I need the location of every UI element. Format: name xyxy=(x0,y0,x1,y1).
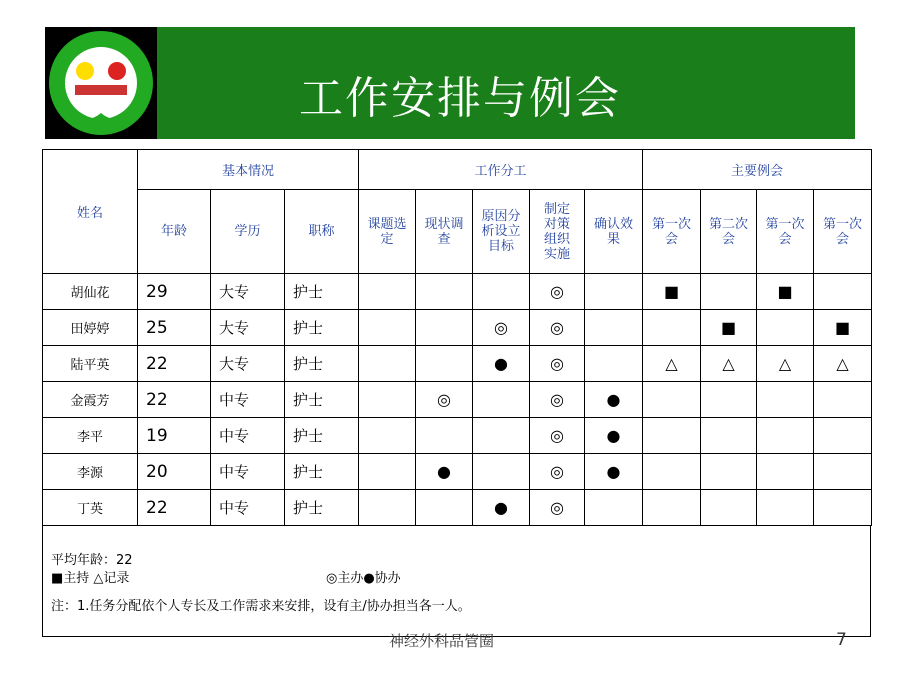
task-mark xyxy=(416,274,473,310)
task-mark: ◎ xyxy=(530,274,585,310)
member-name: 田婷婷 xyxy=(43,310,138,346)
sub-header: 现状调查 xyxy=(416,190,473,274)
task-mark xyxy=(416,490,473,526)
task-mark xyxy=(585,346,643,382)
task-mark xyxy=(814,274,872,310)
task-mark xyxy=(701,490,757,526)
task-mark xyxy=(359,382,416,418)
task-mark: ■ xyxy=(701,310,757,346)
task-mark xyxy=(585,310,643,346)
task-mark: ■ xyxy=(814,310,872,346)
task-mark: ◎ xyxy=(530,418,585,454)
member-age: 20 xyxy=(138,454,211,490)
sub-header: 职称 xyxy=(285,190,359,274)
task-mark: ● xyxy=(585,418,643,454)
notes-box xyxy=(42,525,871,637)
work-schedule-table xyxy=(42,149,872,526)
average-age: 平均年龄：22 xyxy=(51,553,133,568)
task-mark: △ xyxy=(757,346,814,382)
legend-main-assist: ◎主办●协办 xyxy=(326,571,401,586)
name-header: 姓名 xyxy=(43,150,138,274)
task-mark: ● xyxy=(585,382,643,418)
task-mark: ● xyxy=(585,454,643,490)
sub-header: 第二次会 xyxy=(701,190,757,274)
table-row xyxy=(43,310,872,346)
task-mark xyxy=(416,310,473,346)
table-row xyxy=(43,382,872,418)
sub-header: 制定对策组织实施 xyxy=(530,190,585,274)
member-title: 护士 xyxy=(285,454,359,490)
task-mark: ● xyxy=(416,454,473,490)
sub-header: 学历 xyxy=(211,190,285,274)
page-title: 工作安排与例会 xyxy=(299,73,621,124)
member-age: 22 xyxy=(138,382,211,418)
task-mark xyxy=(701,418,757,454)
task-mark: △ xyxy=(701,346,757,382)
member-title: 护士 xyxy=(285,418,359,454)
task-mark xyxy=(359,310,416,346)
task-mark: ● xyxy=(473,490,530,526)
member-education: 大专 xyxy=(211,346,285,382)
member-education: 大专 xyxy=(211,310,285,346)
member-age: 22 xyxy=(138,490,211,526)
task-mark xyxy=(701,454,757,490)
task-mark: ● xyxy=(473,346,530,382)
task-mark xyxy=(701,274,757,310)
member-age: 25 xyxy=(138,310,211,346)
task-mark xyxy=(757,454,814,490)
member-name: 陆平英 xyxy=(43,346,138,382)
sub-header: 课题选定 xyxy=(359,190,416,274)
hospital-logo xyxy=(45,27,157,139)
table-row xyxy=(43,418,872,454)
task-mark xyxy=(359,346,416,382)
task-mark xyxy=(814,418,872,454)
member-education: 中专 xyxy=(211,382,285,418)
task-mark xyxy=(643,382,701,418)
member-age: 19 xyxy=(138,418,211,454)
member-education: 中专 xyxy=(211,454,285,490)
member-name: 丁英 xyxy=(43,490,138,526)
task-mark: △ xyxy=(814,346,872,382)
task-mark xyxy=(359,490,416,526)
member-title: 护士 xyxy=(285,490,359,526)
task-mark: ◎ xyxy=(530,490,585,526)
task-mark xyxy=(757,490,814,526)
member-age: 22 xyxy=(138,346,211,382)
task-mark xyxy=(359,274,416,310)
task-mark xyxy=(416,346,473,382)
task-mark xyxy=(585,490,643,526)
sub-header: 确认效果 xyxy=(585,190,643,274)
member-education: 中专 xyxy=(211,418,285,454)
task-mark xyxy=(473,274,530,310)
task-mark: ■ xyxy=(643,274,701,310)
member-title: 护士 xyxy=(285,382,359,418)
task-mark xyxy=(814,382,872,418)
task-mark xyxy=(359,418,416,454)
member-name: 金霞芳 xyxy=(43,382,138,418)
sub-header: 第一次会 xyxy=(643,190,701,274)
legend-host-record: ■主持 △记录 xyxy=(51,571,130,586)
table-row xyxy=(43,346,872,382)
task-mark: ■ xyxy=(757,274,814,310)
member-education: 中专 xyxy=(211,490,285,526)
member-education: 大专 xyxy=(211,274,285,310)
member-title: 护士 xyxy=(285,310,359,346)
task-mark xyxy=(814,454,872,490)
task-mark: ◎ xyxy=(530,310,585,346)
sub-header: 第一次会 xyxy=(814,190,872,274)
task-mark: ◎ xyxy=(530,346,585,382)
task-mark: ◎ xyxy=(530,382,585,418)
task-mark xyxy=(473,382,530,418)
task-mark: △ xyxy=(643,346,701,382)
task-mark: ◎ xyxy=(416,382,473,418)
table-row xyxy=(43,454,872,490)
task-mark xyxy=(643,454,701,490)
member-name: 李源 xyxy=(43,454,138,490)
member-name: 李平 xyxy=(43,418,138,454)
main-meetings-header: 主要例会 xyxy=(643,150,872,190)
task-mark xyxy=(701,382,757,418)
task-mark xyxy=(585,274,643,310)
table-row xyxy=(43,490,872,526)
task-mark xyxy=(757,310,814,346)
sub-header: 第一次会 xyxy=(757,190,814,274)
task-mark xyxy=(757,382,814,418)
basic-info-header: 基本情况 xyxy=(138,150,359,190)
page-number: 7 xyxy=(836,630,847,650)
work-division-header: 工作分工 xyxy=(359,150,643,190)
task-mark xyxy=(643,418,701,454)
task-mark xyxy=(416,418,473,454)
sub-header: 原因分析设立目标 xyxy=(473,190,530,274)
sub-header: 年龄 xyxy=(138,190,211,274)
table-row xyxy=(43,274,872,310)
member-title: 护士 xyxy=(285,346,359,382)
member-age: 29 xyxy=(138,274,211,310)
member-name: 胡仙花 xyxy=(43,274,138,310)
task-mark xyxy=(757,418,814,454)
task-mark xyxy=(643,310,701,346)
footer-text: 神经外科品管圈 xyxy=(389,632,495,650)
task-mark: ◎ xyxy=(530,454,585,490)
member-title: 护士 xyxy=(285,274,359,310)
task-mark xyxy=(473,454,530,490)
task-mark xyxy=(359,454,416,490)
remark-note: 注：1.任务分配依个人专长及工作需求来安排，设有主/协办担当各一人。 xyxy=(51,599,471,614)
task-mark xyxy=(814,490,872,526)
task-mark xyxy=(473,418,530,454)
task-mark: ◎ xyxy=(473,310,530,346)
task-mark xyxy=(643,490,701,526)
